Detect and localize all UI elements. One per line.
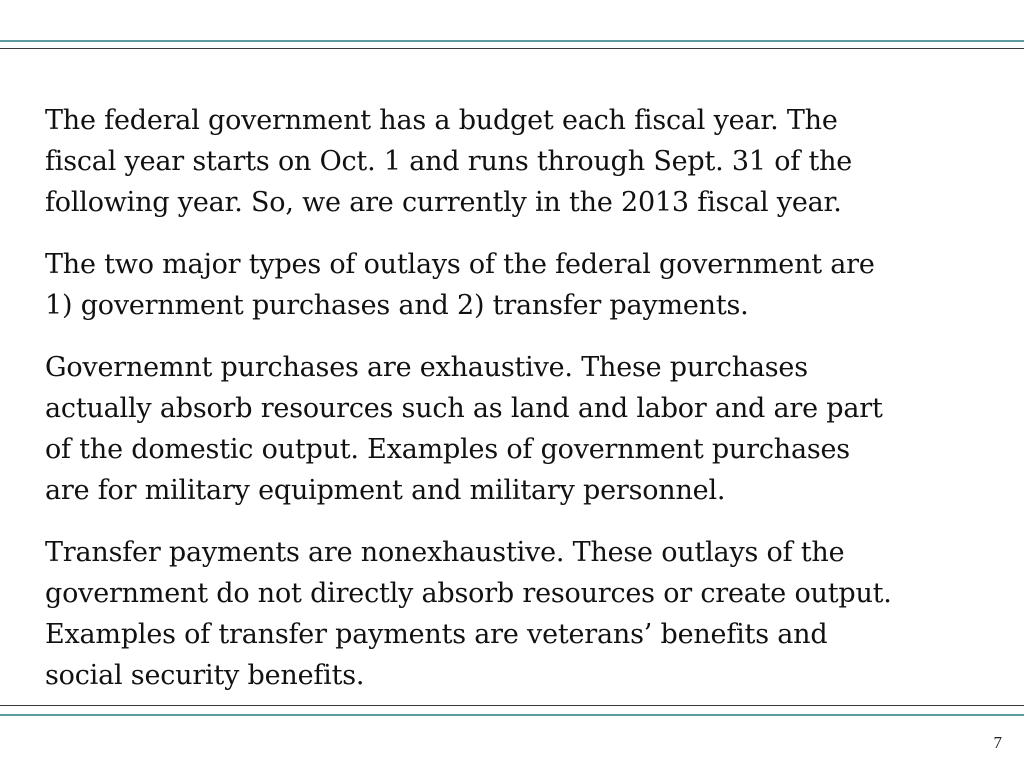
slide-body [45,100,995,717]
paragraph-government-purchases: Governemnt purchases are exhaustive. These purchases actually absorb resources such as land and labor and are part of the domestic output. Examples of government purchases are for military equipment and military personnel. [45,352,883,506]
top-accent-rule [0,40,1024,42]
top-divider-rule [0,48,1024,49]
paragraph-transfer-payments: Transfer payments are nonexhaustive. These outlays of the government do not directly absorb resources or create output. Examples of transfer payments are veterans’ benefits and social security benefits. [45,537,892,691]
paragraph-fiscal-year: The federal government has a budget each fiscal year. The fiscal year starts on Oct. 1 and runs through Sept. 31 of the following year. So, we are currently in the 2013 fiscal year. [45,105,853,218]
bottom-accent-rule [0,714,1024,716]
bottom-divider-rule [0,705,1024,706]
page-number: 7 [993,733,1002,752]
paragraph-outlay-types: The two major types of outlays of the federal government are 1) government purchases and 2) transfer payments. [45,249,875,321]
